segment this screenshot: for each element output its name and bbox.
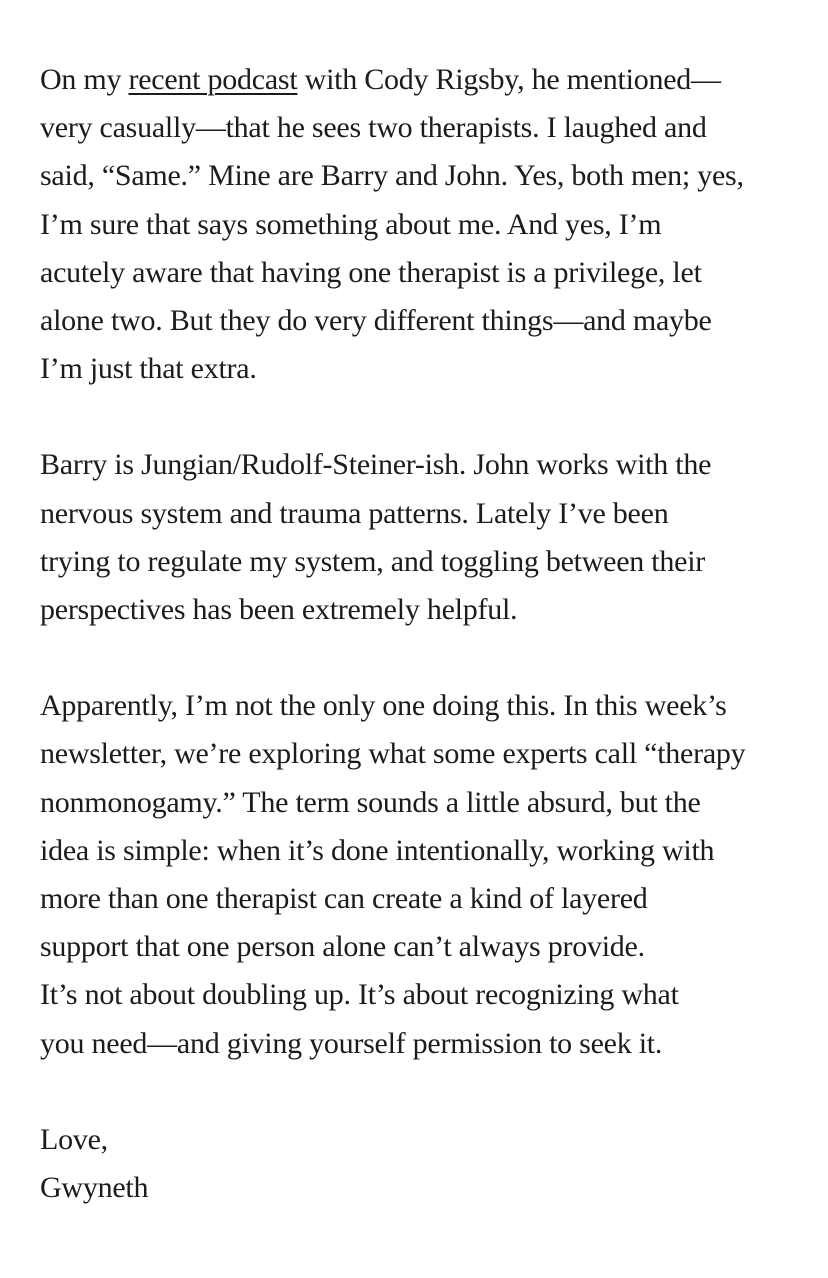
- paragraph-intro: [40, 56, 810, 393]
- text-segment: with Cody Rigsby, he mentioned—: [297, 63, 721, 96]
- text-line: [40, 56, 810, 104]
- text-line: perspectives has been extremely helpful.: [40, 593, 518, 627]
- text-segment: On my: [40, 63, 129, 96]
- text-line: nonmonogamy.” The term sounds a little absurd, but the: [40, 785, 701, 819]
- paragraph-therapy-nonmonogamy: [40, 682, 810, 1068]
- text-line: trying to regulate my system, and toggling between their: [40, 544, 706, 578]
- text-line: idea is simple: when it’s done intentionally, working with: [40, 833, 715, 867]
- text-line: newsletter, we’re exploring what some experts call “therapy: [40, 737, 746, 771]
- signoff-closing: Love,: [40, 1122, 108, 1156]
- text-line: It’s not about doubling up. It’s about recognizing what: [40, 978, 679, 1012]
- text-line: Apparently, I’m not the only one doing this. In this week’s: [40, 689, 727, 723]
- signoff: [40, 1116, 810, 1212]
- text-line: more than one therapist can create a kind of layered: [40, 882, 648, 916]
- text-line: nervous system and trauma patterns. Lately I’ve been: [40, 496, 669, 530]
- text-line: very casually—that he sees two therapists. I laughed and: [40, 111, 707, 145]
- text-line: alone two. But they do very different things—and maybe: [40, 304, 712, 338]
- text-line: I’m just that extra.: [40, 352, 257, 386]
- newsletter-letter: [40, 56, 810, 1212]
- text-line: I’m sure that says something about me. And yes, I’m: [40, 207, 662, 241]
- paragraph-therapists: [40, 441, 810, 634]
- text-line: acutely aware that having one therapist is a privilege, let: [40, 255, 702, 289]
- text-line: you need—and giving yourself permission to seek it.: [40, 1026, 663, 1060]
- text-line: Barry is Jungian/Rudolf-Steiner-ish. John works with the: [40, 448, 712, 482]
- signoff-name: Gwyneth: [40, 1171, 149, 1205]
- text-line: support that one person alone can’t always provide.: [40, 930, 645, 964]
- recent-podcast-link[interactable]: recent podcast: [128, 63, 298, 96]
- text-line: said, “Same.” Mine are Barry and John. Yes, both men; yes,: [40, 159, 744, 193]
